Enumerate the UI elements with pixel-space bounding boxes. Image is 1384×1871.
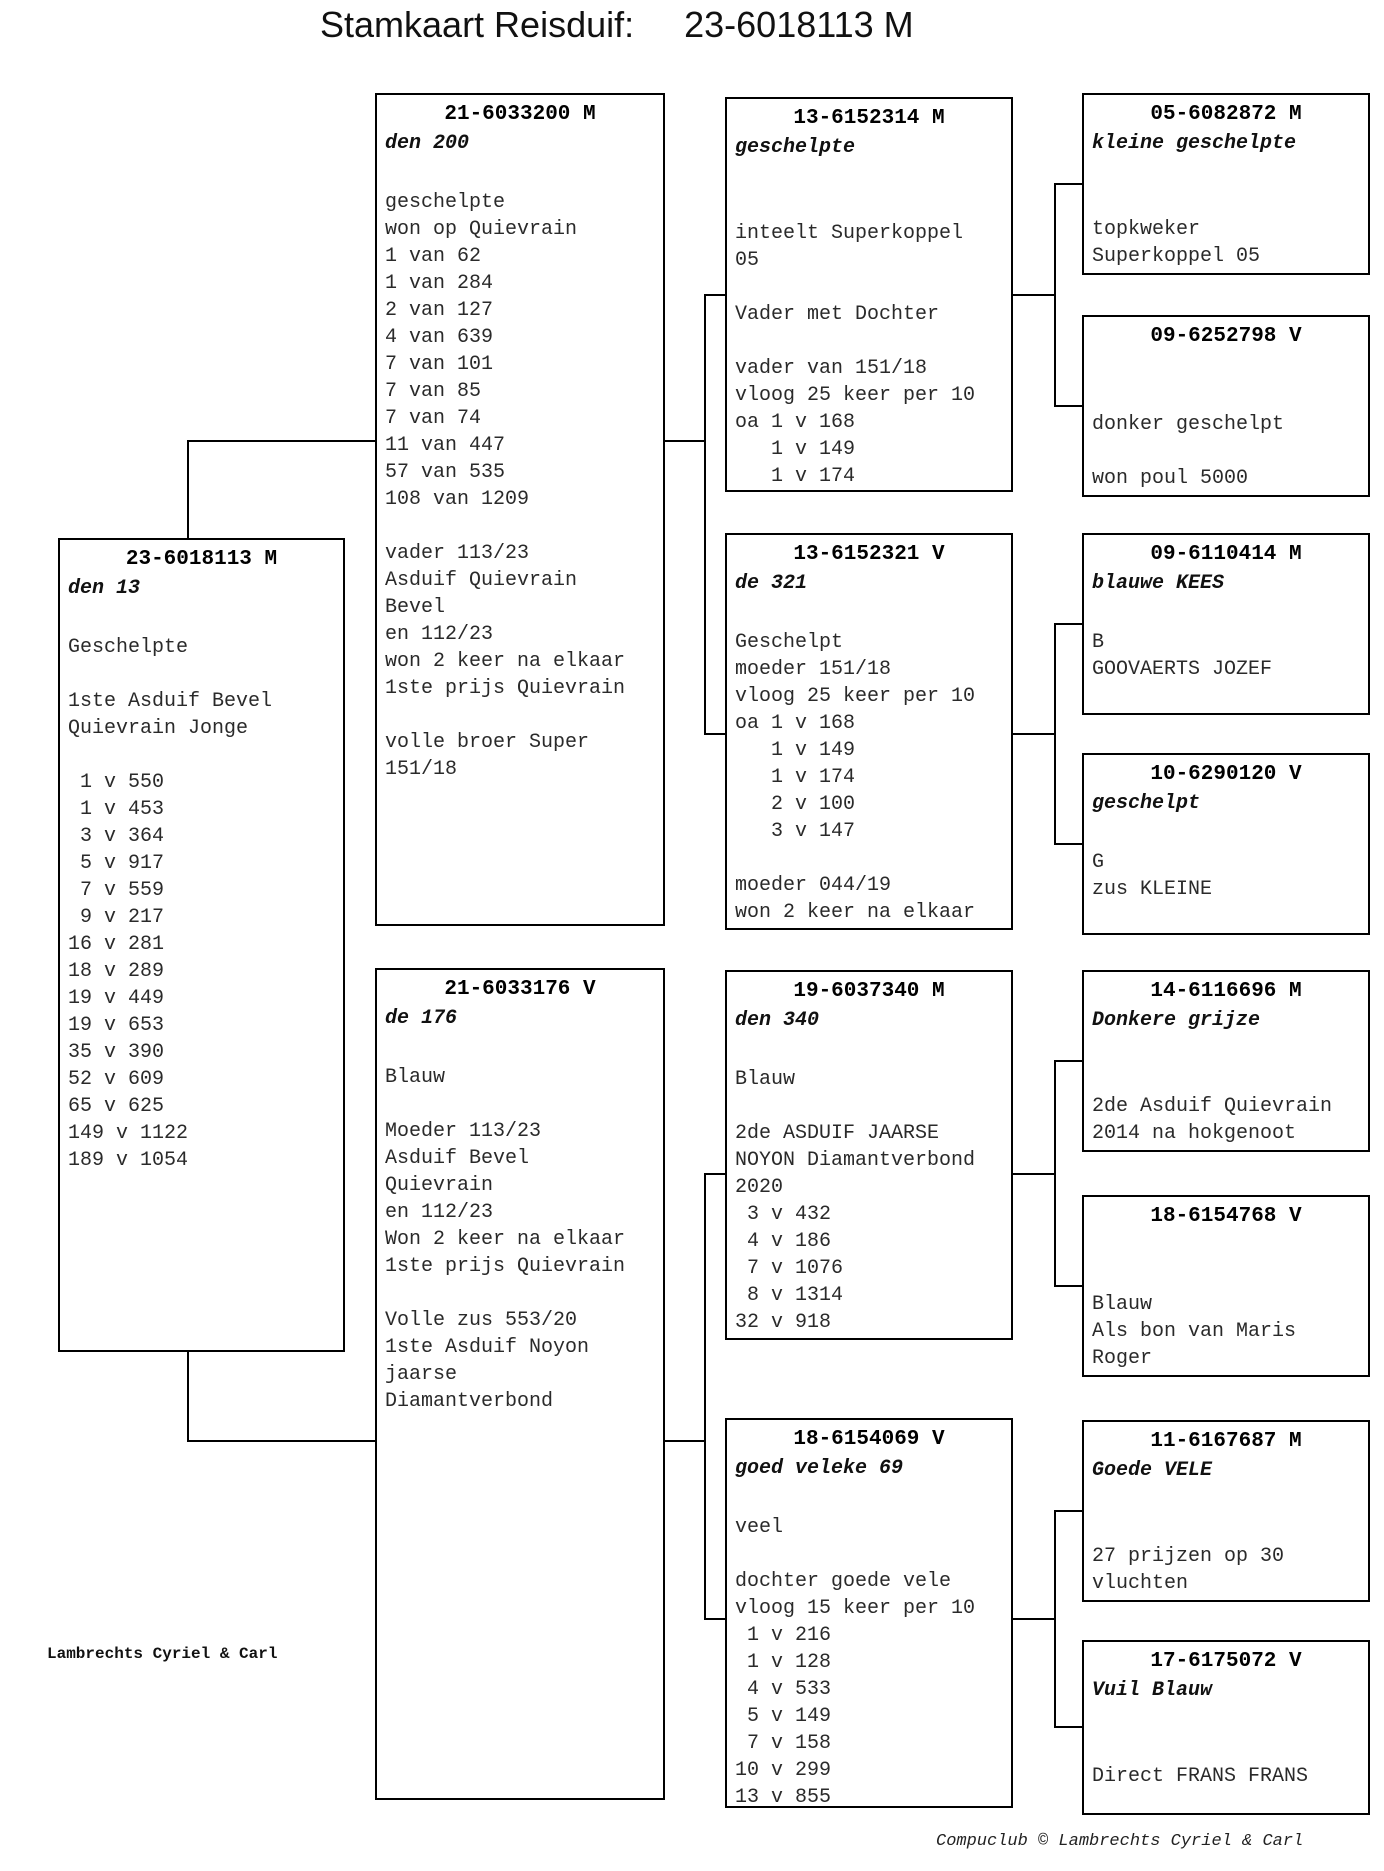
- box-line: vluchten: [1092, 1572, 1189, 1595]
- connector-line: [705, 294, 725, 296]
- page-title-label: Stamkaart Reisduif:: [320, 4, 635, 45]
- box-line: Vader met Dochter: [735, 303, 940, 326]
- box-line: Asduif Bevel: [385, 1147, 530, 1170]
- box-line: veel: [735, 1516, 784, 1539]
- box-line: 5 v 149: [735, 1705, 832, 1728]
- box-line: vloog 15 keer per 10: [735, 1597, 976, 1620]
- ring-number: 13-6152321 V: [793, 543, 945, 566]
- box-line: G: [1092, 851, 1105, 874]
- box-line: [68, 742, 335, 769]
- box-line: topkweker: [1092, 218, 1201, 241]
- box-line: 4 van 639: [385, 326, 494, 349]
- box-line: 1 v 216: [735, 1624, 832, 1647]
- box-line: 3 v 364: [68, 825, 165, 848]
- pedigree-box-ggp-6: [1082, 1195, 1370, 1377]
- box-line: [385, 1037, 655, 1064]
- connector-line: [705, 1173, 725, 1175]
- box-line: 1 van 284: [385, 272, 494, 295]
- box-line: [1092, 384, 1360, 411]
- box-line: 3 v 147: [735, 820, 856, 843]
- connector-line: [704, 294, 706, 735]
- box-line: Direct FRANS FRANS: [1092, 1765, 1309, 1788]
- pigeon-details: [735, 1487, 1003, 1808]
- box-line: NOYON Diamantverbond: [735, 1149, 976, 1172]
- pigeon-name: den 340: [735, 1009, 820, 1032]
- ring-number: 11-6167687 M: [1150, 1430, 1302, 1453]
- box-line: [735, 193, 1003, 220]
- pigeon-details: [1092, 1039, 1360, 1147]
- box-line: 7 v 1076: [735, 1257, 844, 1280]
- pigeon-name: de 321: [735, 572, 808, 595]
- box-line: Superkoppel 05: [1092, 245, 1261, 268]
- connector-line: [1054, 623, 1056, 845]
- ring-number: 09-6110414 M: [1150, 543, 1302, 566]
- box-line: Quievrain: [385, 1174, 494, 1197]
- box-line: 149 v 1122: [68, 1122, 189, 1145]
- pigeon-details: [385, 1037, 655, 1415]
- ring-number: 09-6252798 V: [1150, 325, 1302, 348]
- pedigree-box-ggp-2: [1082, 315, 1370, 497]
- box-line: 13 v 855: [735, 1786, 832, 1808]
- box-line: [1092, 189, 1360, 216]
- ring-number: 13-6152314 M: [793, 107, 945, 130]
- ring-number: 18-6154768 V: [1150, 1205, 1302, 1228]
- box-line: 189 v 1054: [68, 1149, 189, 1172]
- box-line: jaarse: [385, 1363, 458, 1386]
- pedigree-box-ggp-7: [1082, 1420, 1370, 1602]
- box-line: 1 v 174: [735, 465, 856, 488]
- box-line: 1ste prijs Quievrain: [385, 677, 626, 700]
- connector-line: [1013, 1618, 1055, 1620]
- box-line: 2014 na hokgenoot: [1092, 1122, 1297, 1145]
- box-line: Asduif Quievrain: [385, 569, 578, 592]
- box-line: 1 v 149: [735, 438, 856, 461]
- box-line: won poul 5000: [1092, 467, 1249, 490]
- box-line: 1 v 174: [735, 766, 856, 789]
- box-line: 32 v 918: [735, 1311, 832, 1334]
- connector-line: [1055, 1726, 1082, 1728]
- box-line: [385, 702, 655, 729]
- box-line: [735, 166, 1003, 193]
- box-line: donker geschelpt: [1092, 413, 1285, 436]
- pigeon-name: blauwe KEES: [1092, 572, 1225, 595]
- pedigree-box-ggp-8: [1082, 1640, 1370, 1815]
- box-line: Geschelpte: [68, 636, 189, 659]
- box-line: en 112/23: [385, 1201, 494, 1224]
- box-line: [385, 1091, 655, 1118]
- connector-line: [1055, 405, 1082, 407]
- box-line: 57 van 535: [385, 461, 506, 484]
- pedigree-box-ff-grandfather: [725, 97, 1013, 492]
- pedigree-box-mm-grandmother: [725, 1418, 1013, 1808]
- pigeon-details: [68, 607, 335, 1174]
- box-line: Blauw: [385, 1066, 446, 1089]
- pigeon-details: [1092, 822, 1360, 903]
- box-line: inteelt Superkoppel: [735, 222, 964, 245]
- pigeon-details: [1092, 1264, 1360, 1372]
- ring-number: 10-6290120 V: [1150, 763, 1302, 786]
- ring-number: 21-6033200 M: [444, 103, 596, 126]
- box-line: 18 v 289: [68, 960, 165, 983]
- box-line: 2de ASDUIF JAARSE: [735, 1122, 940, 1145]
- box-line: 7 v 559: [68, 879, 165, 902]
- box-line: dochter goede vele: [735, 1570, 952, 1593]
- box-line: [1092, 162, 1360, 189]
- box-line: 1 van 62: [385, 245, 482, 268]
- box-line: vader 113/23: [385, 542, 530, 565]
- box-line: 9 v 217: [68, 906, 165, 929]
- box-line: 52 v 609: [68, 1068, 165, 1091]
- owner-name: Lambrechts Cyriel & Carl: [47, 1645, 278, 1663]
- connector-line: [1055, 183, 1082, 185]
- box-line: geschelpte: [385, 191, 506, 214]
- ring-number: 05-6082872 M: [1150, 103, 1302, 126]
- box-line: moeder 044/19: [735, 874, 892, 897]
- box-line: volle broer Super: [385, 731, 590, 754]
- ring-number: 21-6033176 V: [444, 978, 596, 1001]
- box-line: [385, 162, 655, 189]
- pigeon-name: geschelpte: [735, 136, 856, 159]
- box-line: 2020: [735, 1176, 784, 1199]
- box-line: 7 van 101: [385, 353, 494, 376]
- box-line: won 2 keer na elkaar: [385, 650, 626, 673]
- box-line: 7 van 85: [385, 380, 482, 403]
- box-line: 7 v 158: [735, 1732, 832, 1755]
- box-line: [385, 513, 655, 540]
- box-line: 4 v 533: [735, 1678, 832, 1701]
- pigeon-details: [735, 166, 1003, 490]
- pigeon-name: Goede VELE: [1092, 1459, 1213, 1482]
- box-line: [735, 602, 1003, 629]
- box-line: moeder 151/18: [735, 658, 892, 681]
- box-line: [735, 1093, 1003, 1120]
- box-line: 7 van 74: [385, 407, 482, 430]
- connector-line: [705, 1618, 725, 1620]
- box-line: Diamantverbond: [385, 1390, 554, 1413]
- ring-number: 14-6116696 M: [1150, 980, 1302, 1003]
- box-line: 1 v 453: [68, 798, 165, 821]
- box-line: 19 v 653: [68, 1014, 165, 1037]
- ring-number: 18-6154069 V: [793, 1428, 945, 1451]
- box-line: 1 v 149: [735, 739, 856, 762]
- box-line: [735, 1487, 1003, 1514]
- box-line: [1092, 1736, 1360, 1763]
- connector-line: [188, 1440, 375, 1442]
- box-line: B: [1092, 631, 1105, 654]
- pigeon-name: Donkere grijze: [1092, 1009, 1261, 1032]
- connector-line: [1054, 183, 1056, 407]
- box-line: [1092, 1264, 1360, 1291]
- box-line: 108 van 1209: [385, 488, 530, 511]
- pigeon-details: [385, 162, 655, 783]
- pedigree-box-mf-grandfather: [725, 970, 1013, 1340]
- pedigree-box-ggp-1: [1082, 93, 1370, 275]
- pedigree-box-mother: [375, 968, 665, 1800]
- pedigree-box-father: [375, 93, 665, 926]
- copyright-line: Compuclub © Lambrechts Cyriel & Carl: [936, 1832, 1304, 1851]
- ring-number: 23-6018113 M: [125, 548, 278, 571]
- pigeon-details: [735, 602, 1003, 926]
- box-line: [68, 607, 335, 634]
- connector-line: [1055, 1060, 1082, 1062]
- pigeon-name: den 200: [385, 132, 470, 155]
- ring-number: 19-6037340 M: [793, 980, 945, 1003]
- box-line: 65 v 625: [68, 1095, 165, 1118]
- box-line: Won 2 keer na elkaar: [385, 1228, 626, 1251]
- pigeon-details: [1092, 384, 1360, 492]
- pigeon-details: [1092, 1709, 1360, 1790]
- page-title: [320, 4, 914, 46]
- box-line: vloog 25 keer per 10: [735, 685, 976, 708]
- pedigree-box-ggp-4: [1082, 753, 1370, 935]
- pedigree-box-fm-grandmother: [725, 533, 1013, 930]
- box-line: Blauw: [1092, 1293, 1153, 1316]
- connector-line: [665, 440, 705, 442]
- connector-line: [1054, 1510, 1056, 1728]
- connector-line: [1013, 733, 1055, 735]
- pigeon-name: [1092, 1229, 1360, 1262]
- box-line: Blauw: [735, 1068, 796, 1091]
- box-line: 151/18: [385, 758, 458, 781]
- pigeon-details: [735, 1039, 1003, 1336]
- connector-line: [187, 440, 189, 538]
- pedigree-box-ggp-5: [1082, 970, 1370, 1152]
- pigeon-name: den 13: [68, 577, 141, 600]
- box-line: 2 van 127: [385, 299, 494, 322]
- box-line: GOOVAERTS JOZEF: [1092, 658, 1273, 681]
- box-line: [735, 328, 1003, 355]
- box-line: 35 v 390: [68, 1041, 165, 1064]
- box-line: Volle zus 553/20: [385, 1309, 578, 1332]
- box-line: vloog 25 keer per 10: [735, 384, 976, 407]
- pigeon-details: [1092, 602, 1360, 683]
- box-line: 2 v 100: [735, 793, 856, 816]
- box-line: [1092, 1066, 1360, 1093]
- connector-line: [705, 733, 725, 735]
- connector-line: [1055, 623, 1082, 625]
- box-line: [1092, 602, 1360, 629]
- box-line: [68, 661, 335, 688]
- box-line: 1ste prijs Quievrain: [385, 1255, 626, 1278]
- box-line: [1092, 1709, 1360, 1736]
- box-line: 19 v 449: [68, 987, 165, 1010]
- pigeon-name: [1092, 349, 1360, 382]
- pigeon-details: [1092, 1489, 1360, 1597]
- box-line: 4 v 186: [735, 1230, 832, 1253]
- box-line: 1ste Asduif Noyon: [385, 1336, 590, 1359]
- connector-line: [1055, 1510, 1082, 1512]
- connector-line: [188, 440, 375, 442]
- box-line: vader van 151/18: [735, 357, 928, 380]
- connector-line: [665, 1440, 705, 1442]
- box-line: 2de Asduif Quievrain: [1092, 1095, 1333, 1118]
- connector-line: [1055, 843, 1082, 845]
- connector-line: [1054, 1060, 1056, 1287]
- box-line: 16 v 281: [68, 933, 165, 956]
- box-line: [735, 1039, 1003, 1066]
- pigeon-details: [1092, 162, 1360, 270]
- pigeon-name: geschelpt: [1092, 792, 1201, 815]
- box-line: 3 v 432: [735, 1203, 832, 1226]
- box-line: oa 1 v 168: [735, 411, 856, 434]
- connector-line: [1055, 1285, 1082, 1287]
- box-line: won 2 keer na elkaar: [735, 901, 976, 924]
- box-line: 1 v 550: [68, 771, 165, 794]
- pigeon-name: goed veleke 69: [735, 1457, 904, 1480]
- connector-line: [704, 1173, 706, 1620]
- pigeon-name: kleine geschelpte: [1092, 132, 1297, 155]
- box-line: [1092, 822, 1360, 849]
- box-line: zus KLEINE: [1092, 878, 1213, 901]
- box-line: [1092, 1489, 1360, 1516]
- connector-line: [187, 1352, 189, 1442]
- box-line: 27 prijzen op 30: [1092, 1545, 1285, 1568]
- box-line: [385, 1280, 655, 1307]
- box-line: 8 v 1314: [735, 1284, 844, 1307]
- pigeon-name: de 176: [385, 1007, 458, 1030]
- box-line: Quievrain Jonge: [68, 717, 249, 740]
- box-line: 11 van 447: [385, 434, 506, 457]
- box-line: Roger: [1092, 1347, 1153, 1370]
- box-line: 05: [735, 249, 760, 272]
- box-line: [1092, 438, 1360, 465]
- box-line: en 112/23: [385, 623, 494, 646]
- connector-line: [1013, 1173, 1055, 1175]
- box-line: 1ste Asduif Bevel: [68, 690, 273, 713]
- box-line: 5 v 917: [68, 852, 165, 875]
- box-line: [1092, 1516, 1360, 1543]
- box-line: Als bon van Maris: [1092, 1320, 1297, 1343]
- ring-number: 17-6175072 V: [1150, 1650, 1302, 1673]
- box-line: Moeder 113/23: [385, 1120, 542, 1143]
- page-title-ring: 23-6018113 M: [684, 4, 914, 45]
- connector-line: [1013, 294, 1055, 296]
- pedigree-box-subject: [58, 538, 345, 1352]
- pedigree-box-ggp-3: [1082, 533, 1370, 715]
- box-line: oa 1 v 168: [735, 712, 856, 735]
- box-line: [735, 274, 1003, 301]
- pigeon-name: Vuil Blauw: [1092, 1679, 1213, 1702]
- box-line: [735, 845, 1003, 872]
- box-line: won op Quievrain: [385, 218, 578, 241]
- box-line: 10 v 299: [735, 1759, 832, 1782]
- box-line: [735, 1541, 1003, 1568]
- box-line: 1 v 128: [735, 1651, 832, 1674]
- box-line: [1092, 1039, 1360, 1066]
- box-line: Geschelpt: [735, 631, 844, 654]
- box-line: Bevel: [385, 596, 446, 619]
